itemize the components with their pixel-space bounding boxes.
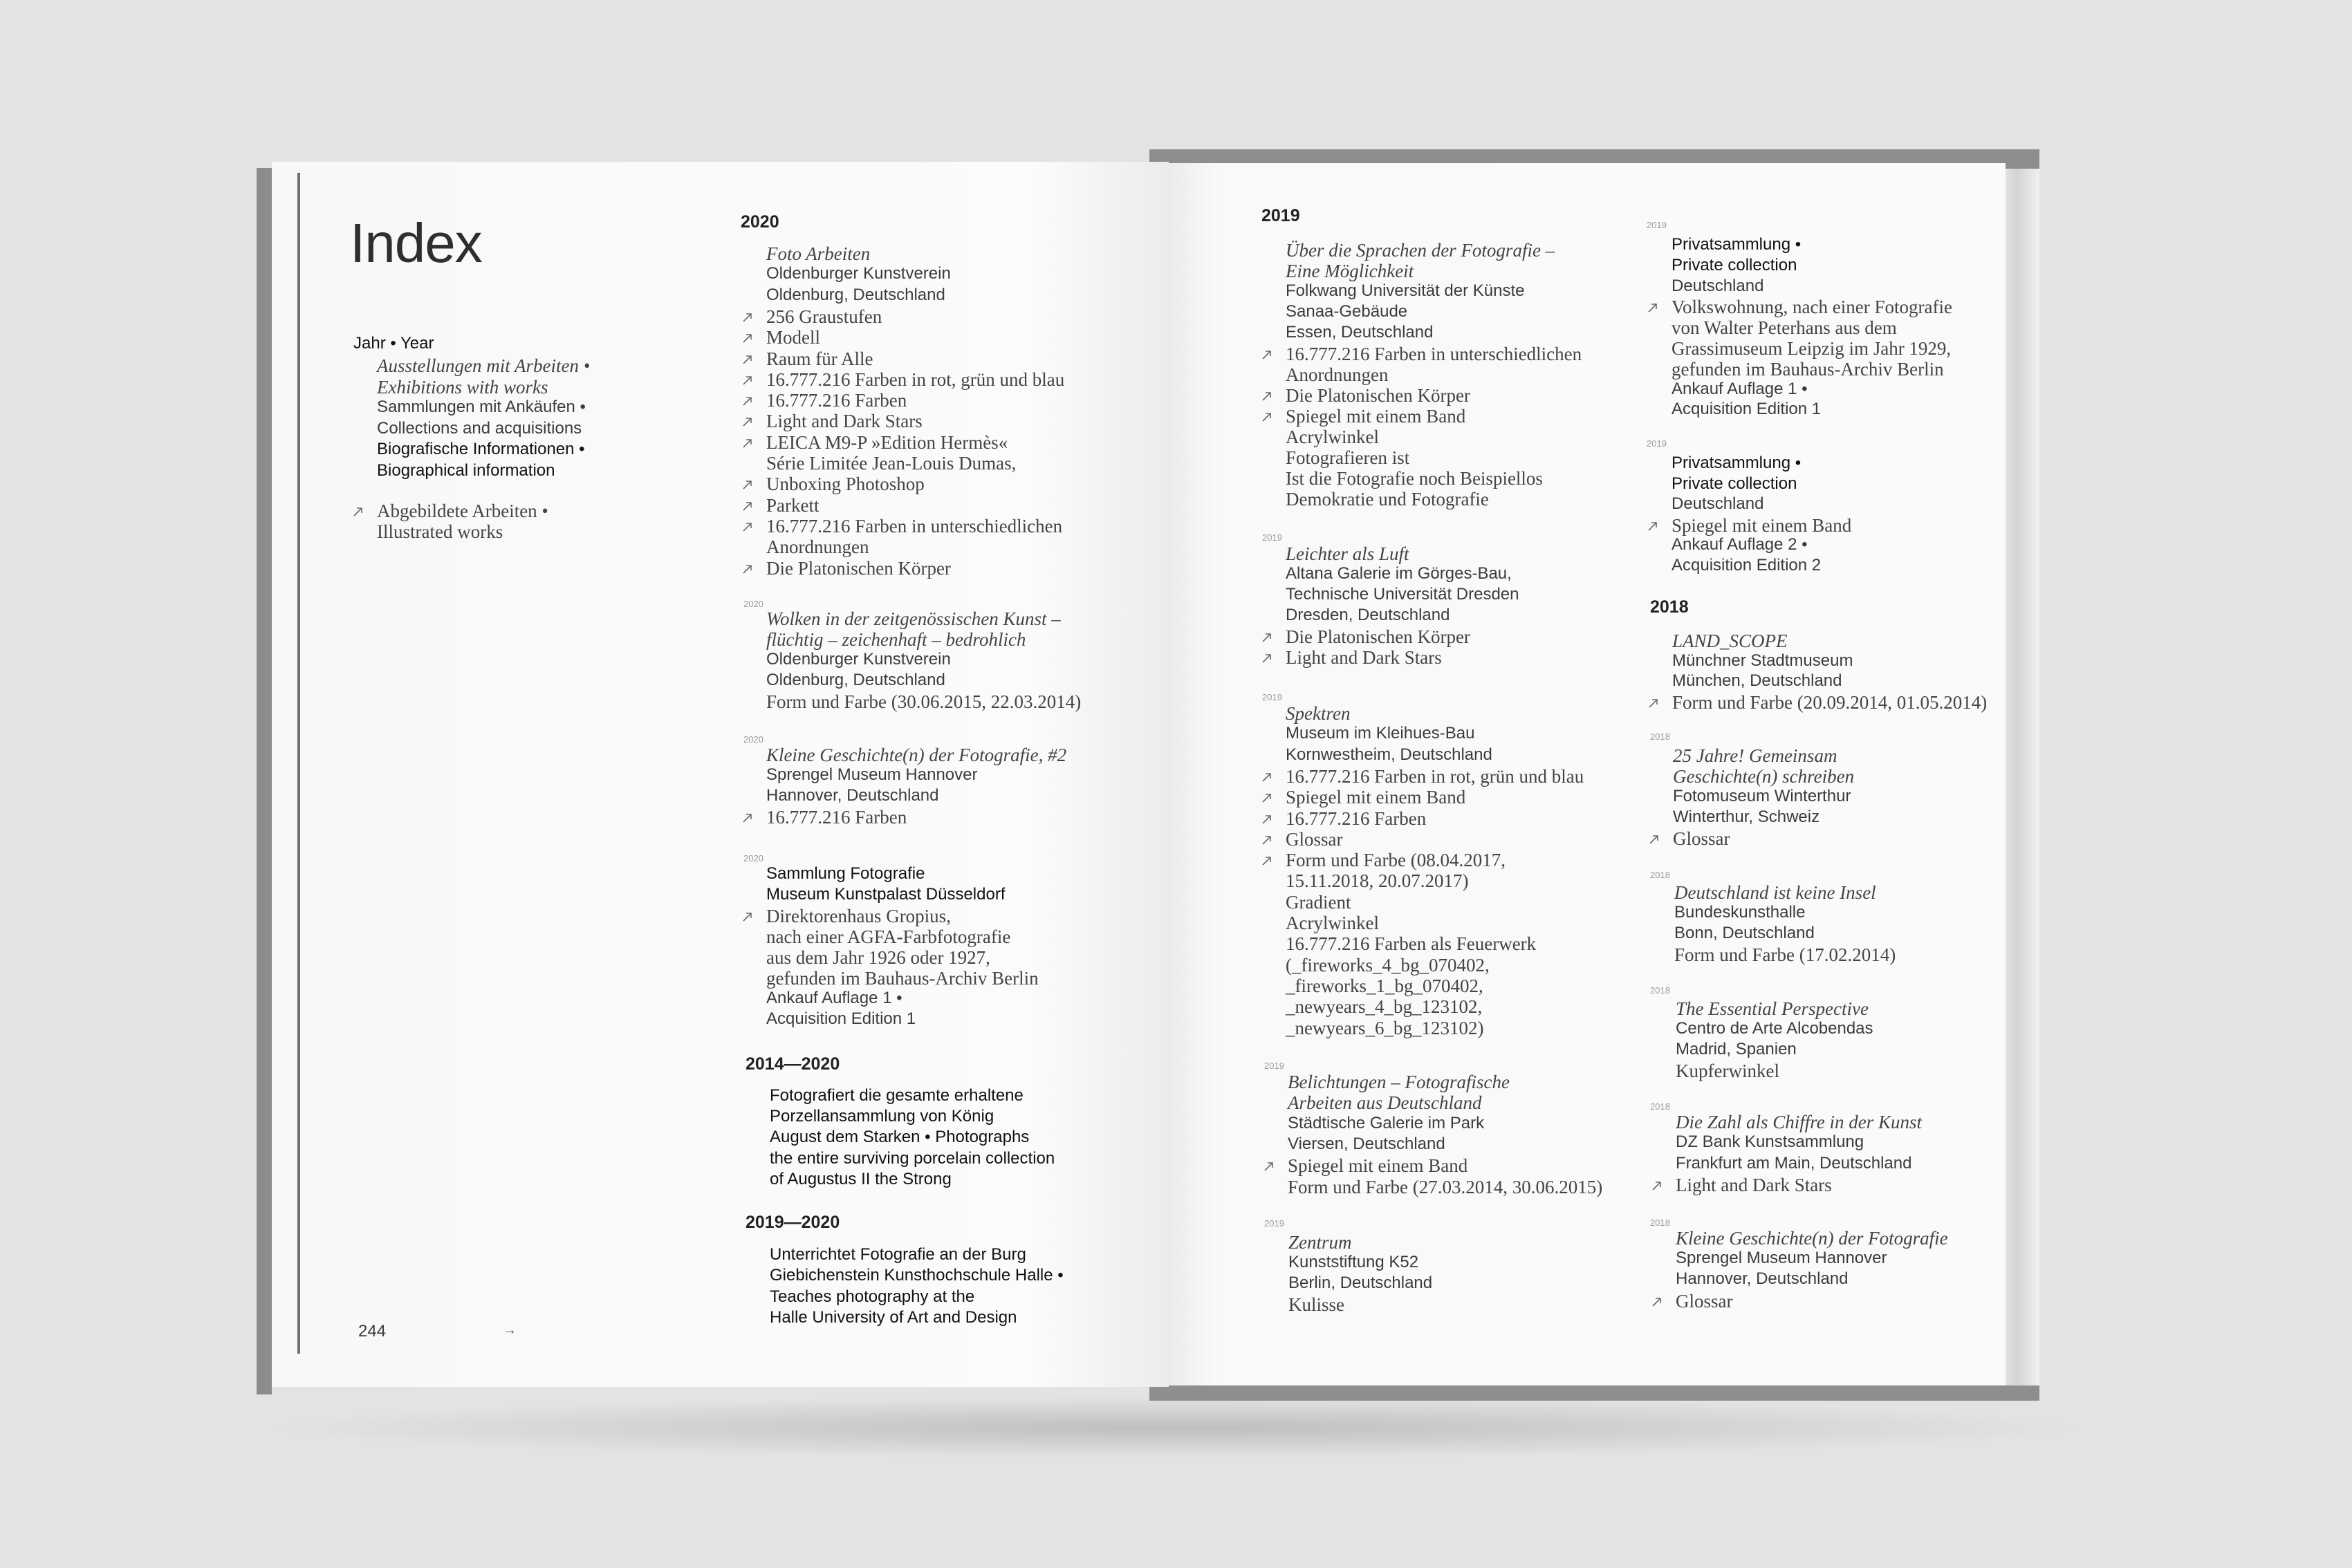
index-line: Série Limitée Jean-Louis Dumas, xyxy=(766,453,1017,474)
index-line: 256 Graustufen xyxy=(766,306,882,327)
illustrated-arrow-icon xyxy=(1650,1179,1664,1193)
index-line: Acrylwinkel xyxy=(1286,427,1379,447)
index-line: Bundeskunsthalle xyxy=(1674,903,1806,922)
index-line: Berlin, Deutschland xyxy=(1288,1273,1433,1292)
index-line: 16.777.216 Farben in unterschiedlichen xyxy=(1286,344,1582,364)
index-line: Deutschland ist keine Insel xyxy=(1674,882,1876,903)
index-line: Glossar xyxy=(1676,1290,1733,1312)
index-line: 16.777.216 Farben in rot, grün und blau xyxy=(1286,765,1584,787)
index-line: Museum im Kleihues-Bau xyxy=(1286,724,1475,743)
index-line: Museum Kunstpalast Düsseldorf xyxy=(766,885,1006,904)
index-line: Die Platonischen Körper xyxy=(766,557,951,579)
index-line: Städtische Galerie im Park xyxy=(1288,1113,1485,1132)
index-line: of Augustus II the Strong xyxy=(770,1169,952,1188)
index-line: Demokratie und Fotografie xyxy=(1286,489,1489,510)
index-line: Spiegel mit einem Band xyxy=(1286,787,1466,808)
year-tag: 2020 xyxy=(743,853,763,864)
index-line: Geschichte(n) schreiben xyxy=(1673,766,1855,787)
illustrated-arrow-icon xyxy=(741,499,754,513)
illustrated-arrow-icon xyxy=(1260,410,1274,424)
index-line: Die Platonischen Körper xyxy=(1286,626,1470,647)
year-tag: 2018 xyxy=(1650,1217,1670,1228)
index-line: Modell xyxy=(766,327,820,348)
index-line: Spektren xyxy=(1286,703,1351,724)
illustrated-arrow-icon xyxy=(741,415,754,429)
index-line: Ankauf Auflage 1 • xyxy=(766,989,902,1007)
index-line: LAND_SCOPE xyxy=(1672,631,1788,651)
index-line: Private collection xyxy=(1672,474,1797,493)
index-line: 16.777.216 Farben xyxy=(1286,808,1427,829)
index-line: aus dem Jahr 1926 oder 1927, xyxy=(766,947,990,968)
index-line: 16.777.216 Farben xyxy=(766,390,907,411)
index-line: 16.777.216 Farben als Feuerwerk xyxy=(1286,933,1537,955)
index-line: flüchtig – zeichenhaft – bedrohlich xyxy=(766,629,1026,650)
index-line: Porzellansammlung von König xyxy=(770,1107,994,1126)
index-line: Ist die Fotografie noch Beispiellos xyxy=(1286,468,1543,489)
index-line: Oldenburg, Deutschland xyxy=(766,285,945,304)
index-line: Oldenburger Kunstverein xyxy=(766,650,951,669)
year-heading: 2018 xyxy=(1650,597,1689,617)
page-edges xyxy=(2002,169,2039,1385)
index-line: von Walter Peterhans aus dem xyxy=(1672,317,1897,339)
index-line: Acquisition Edition 1 xyxy=(1672,400,1822,419)
illustrated-arrow-icon xyxy=(1260,631,1274,644)
index-line: Unboxing Photoshop xyxy=(766,474,925,495)
index-line: Gradient xyxy=(1286,891,1351,913)
year-tag: 2018 xyxy=(1650,985,1670,996)
index-line: gefunden im Bauhaus-Archiv Berlin xyxy=(766,968,1039,989)
index-line: Light and Dark Stars xyxy=(1286,647,1442,668)
index-line: Foto Arbeiten xyxy=(766,243,871,264)
legend-title: Jahr • Year xyxy=(353,334,434,353)
index-line: Folkwang Universität der Künste xyxy=(1286,281,1525,300)
year-tag: 2019 xyxy=(1262,692,1282,702)
index-line: Form und Farbe (08.04.2017, xyxy=(1286,850,1506,871)
illustrated-arrow-icon xyxy=(1260,348,1274,362)
index-line: Kornwestheim, Deutschland xyxy=(1286,745,1492,764)
index-line: Spiegel mit einem Band xyxy=(1286,406,1466,427)
index-line: Ankauf Auflage 1 • xyxy=(1672,379,1808,398)
year-tag: 2019 xyxy=(1264,1218,1284,1229)
index-line: August dem Starken • Photographs xyxy=(770,1128,1030,1147)
index-line: LEICA M9-P »Edition Hermès« xyxy=(766,431,1008,453)
year-tag: 2020 xyxy=(743,599,763,609)
year-tag: 2019 xyxy=(1264,1061,1284,1071)
index-line: Hannover, Deutschland xyxy=(766,786,939,805)
index-line: Acquisition Edition 1 xyxy=(766,1009,916,1028)
index-line: Volkswohnung, nach einer Fotografie xyxy=(1672,297,1952,318)
index-line: Kupferwinkel xyxy=(1676,1061,1779,1081)
illustrated-arrow-icon xyxy=(1646,519,1660,533)
index-line: Eine Möglichkeit xyxy=(1286,261,1414,281)
index-line: Anordnungen xyxy=(766,536,869,558)
illustrated-arrow-icon xyxy=(1260,812,1274,826)
index-line: Deutschland xyxy=(1672,276,1764,295)
index-line: Oldenburg, Deutschland xyxy=(766,671,945,689)
illustrated-arrow-icon xyxy=(741,331,754,345)
index-line: Deutschland xyxy=(1672,494,1764,514)
index-line: (_fireworks_4_bg_070402, xyxy=(1286,954,1490,976)
index-line: Sprengel Museum Hannover xyxy=(1676,1249,1887,1268)
illustrated-arrow-icon xyxy=(1260,651,1274,665)
illustrated-arrow-icon xyxy=(1260,791,1274,805)
index-line: Kleine Geschichte(n) der Fotografie xyxy=(1676,1228,1948,1249)
index-line: Essen, Deutschland xyxy=(1286,323,1434,342)
illustrated-arrow-icon xyxy=(1260,770,1274,784)
page-number: 244 xyxy=(358,1322,387,1341)
index-line: 16.777.216 Farben in unterschiedlichen xyxy=(766,515,1063,536)
illustrated-arrow-icon xyxy=(741,520,754,534)
index-line: Arbeiten aus Deutschland xyxy=(1288,1092,1482,1114)
index-line: Form und Farbe (27.03.2014, 30.06.2015) xyxy=(1288,1176,1603,1197)
illustrated-arrow-icon xyxy=(1647,832,1661,846)
index-line: Spiegel mit einem Band xyxy=(1288,1155,1468,1177)
index-line: Abgebildete Arbeiten • xyxy=(377,501,548,521)
book-cover-left xyxy=(257,168,272,1394)
index-line: Sprengel Museum Hannover xyxy=(766,765,978,784)
index-line: Die Platonischen Körper xyxy=(1286,385,1470,406)
index-line: Viersen, Deutschland xyxy=(1288,1134,1445,1153)
index-line: Privatsammlung • xyxy=(1672,235,1802,254)
index-line: Bonn, Deutschland xyxy=(1674,924,1815,942)
index-line: Ausstellungen mit Arbeiten • xyxy=(377,355,591,376)
year-tag: 2018 xyxy=(1650,870,1670,880)
index-line: Acrylwinkel xyxy=(1286,913,1379,933)
table-shadow xyxy=(256,1397,2095,1459)
index-line: Fotografiert die gesamte erhaltene xyxy=(770,1086,1024,1105)
index-line: Dresden, Deutschland xyxy=(1286,606,1450,624)
illustrated-arrow-icon xyxy=(741,436,754,450)
index-line: Glossar xyxy=(1673,828,1730,849)
index-line: gefunden im Bauhaus-Archiv Berlin xyxy=(1672,358,1944,380)
index-line: Light and Dark Stars xyxy=(766,411,923,432)
index-line: Sammlung Fotografie xyxy=(766,864,925,883)
year-heading: 2014—2020 xyxy=(746,1054,840,1074)
illustrated-arrow-icon xyxy=(741,310,754,324)
index-line: Leichter als Luft xyxy=(1286,543,1409,564)
index-line: Form und Farbe (17.02.2014) xyxy=(1674,944,1896,965)
index-line: Über die Sprachen der Fotografie – xyxy=(1286,240,1555,261)
year-tag: 2018 xyxy=(1650,731,1670,742)
index-line: Oldenburger Kunstverein xyxy=(766,264,951,283)
next-arrow-icon: → xyxy=(503,1323,517,1338)
illustrated-arrow-icon xyxy=(1650,1295,1664,1309)
year-heading: 2019 xyxy=(1261,206,1300,225)
index-line: Form und Farbe (30.06.2015, 22.03.2014) xyxy=(766,691,1082,712)
index-line: Technische Universität Dresden xyxy=(1286,585,1519,604)
year-tag: 2018 xyxy=(1650,1101,1670,1112)
index-line: Altana Galerie im Görges-Bau, xyxy=(1286,564,1512,583)
index-line: Fotomuseum Winterthur xyxy=(1673,787,1851,805)
year-tag: 2019 xyxy=(1647,220,1667,230)
index-line: Spiegel mit einem Band xyxy=(1672,514,1852,536)
illustrated-arrow-icon xyxy=(741,562,754,576)
illustrated-arrow-icon xyxy=(351,505,365,519)
illustrated-arrow-icon xyxy=(741,811,754,825)
illustrated-arrow-icon xyxy=(1260,854,1274,868)
index-line: Illustrated works xyxy=(377,521,503,542)
index-line: Teaches photography at the xyxy=(770,1287,975,1306)
index-line: Centro de Arte Alcobendas xyxy=(1676,1019,1873,1038)
index-line: Kulisse xyxy=(1288,1294,1344,1315)
index-line: _newyears_6_bg_123102) xyxy=(1286,1017,1484,1038)
year-tag: 2020 xyxy=(743,734,763,745)
illustrated-arrow-icon xyxy=(1262,1159,1276,1173)
index-line: The Essential Perspective xyxy=(1676,998,1869,1019)
index-line: Form und Farbe (20.09.2014, 01.05.2014) xyxy=(1672,691,1988,713)
index-line: Frankfurt am Main, Deutschland xyxy=(1676,1153,1912,1173)
illustrated-arrow-icon xyxy=(741,373,754,387)
index-line: Privatsammlung • xyxy=(1672,454,1802,472)
illustrated-arrow-icon xyxy=(741,478,754,492)
index-line: 16.777.216 Farben in rot, grün und blau xyxy=(766,368,1065,390)
index-line: Sanaa-Gebäude xyxy=(1286,302,1408,321)
illustrated-arrow-icon xyxy=(1646,301,1660,315)
index-line: Unterrichtet Fotografie an der Burg xyxy=(770,1245,1026,1264)
index-line: Ankauf Auflage 2 • xyxy=(1672,535,1808,554)
index-line: Fotografieren ist xyxy=(1286,447,1410,468)
index-line: Private collection xyxy=(1672,255,1797,274)
index-line: Halle University of Art and Design xyxy=(770,1307,1017,1327)
illustrated-arrow-icon xyxy=(1260,389,1274,403)
index-line: Wolken in der zeitgenössischen Kunst – xyxy=(766,608,1061,629)
index-line: Direktorenhaus Gropius, xyxy=(766,906,951,926)
index-line: Exhibitions with works xyxy=(377,376,548,398)
year-heading: 2020 xyxy=(741,212,779,232)
illustrated-arrow-icon xyxy=(741,910,754,924)
index-line: 25 Jahre! Gemeinsam xyxy=(1673,745,1837,766)
index-line: Grassimuseum Leipzig im Jahr 1929, xyxy=(1672,338,1952,359)
index-line: Light and Dark Stars xyxy=(1676,1174,1832,1195)
index-line: Die Zahl als Chiffre in der Kunst xyxy=(1676,1112,1923,1132)
index-line: the entire surviving porcelain collection xyxy=(770,1148,1055,1168)
year-heading: 2019—2020 xyxy=(746,1213,840,1232)
index-line: Acquisition Edition 2 xyxy=(1672,556,1822,575)
year-tag: 2019 xyxy=(1262,532,1282,543)
index-line: Collections and acquisitions xyxy=(377,418,582,438)
index-line: Raum für Alle xyxy=(766,348,873,369)
index-line: Anordnungen xyxy=(1286,364,1389,385)
index-line: Kleine Geschichte(n) der Fotografie, #2 xyxy=(766,745,1067,765)
index-line: Biografische Informationen • xyxy=(377,440,585,459)
index-line: Biographical information xyxy=(377,461,555,480)
index-line: Kunststiftung K52 xyxy=(1288,1253,1419,1271)
year-tag: 2019 xyxy=(1647,438,1667,449)
index-line: Zentrum xyxy=(1288,1232,1352,1253)
index-line: _newyears_4_bg_123102, xyxy=(1286,996,1483,1018)
index-line: Hannover, Deutschland xyxy=(1676,1269,1849,1289)
index-line: Glossar xyxy=(1286,828,1343,850)
index-line: Sammlungen mit Ankäufen • xyxy=(377,398,586,417)
index-line: Parkett xyxy=(766,494,820,516)
page-edge-line xyxy=(297,173,300,1354)
index-line: Madrid, Spanien xyxy=(1676,1040,1797,1058)
index-line: 16.777.216 Farben xyxy=(766,807,907,828)
index-line: München, Deutschland xyxy=(1672,671,1842,690)
index-line: Giebichenstein Kunsthochschule Halle • xyxy=(770,1266,1064,1285)
index-line: Münchner Stadtmuseum xyxy=(1672,651,1853,670)
illustrated-arrow-icon xyxy=(1647,696,1660,710)
index-line: 15.11.2018, 20.07.2017) xyxy=(1286,870,1469,892)
index-line: nach einer AGFA-Farbfotografie xyxy=(766,926,1011,947)
index-line: Winterthur, Schweiz xyxy=(1673,808,1820,826)
illustrated-arrow-icon xyxy=(741,353,754,366)
index-line: _fireworks_1_bg_070402, xyxy=(1286,975,1483,996)
illustrated-arrow-icon xyxy=(741,394,754,408)
illustrated-arrow-icon xyxy=(1260,833,1274,847)
index-line: Belichtungen – Fotografische xyxy=(1288,1072,1510,1092)
index-line: DZ Bank Kunstsammlung xyxy=(1676,1132,1864,1152)
page-title: Index xyxy=(350,212,482,274)
